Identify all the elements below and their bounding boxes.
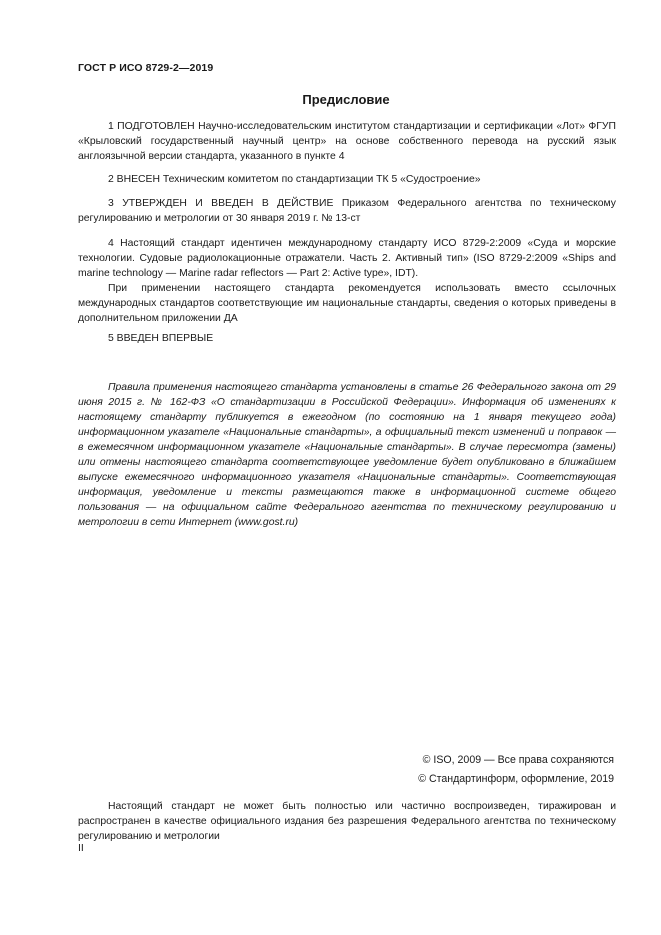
paragraph-identical-standard: 4 Настоящий стандарт идентичен международному стандарту ИСО 8729-2:2009 «Суда и морские технологии. Судовые радиолокационные отражатели. Часть 2. Активный тип» (ISO 8729-2:2009 «Ships and marine technology — Marine radar reflectors — Part 2: Active type», IDT). xyxy=(78,238,616,279)
paragraph-first-introduced: 5 ВВЕДЕН ВПЕРВЫЕ xyxy=(108,333,214,344)
paragraph-prepared-by: 1 ПОДГОТОВЛЕН Научно-исследовательским институтом стандартизации и сертификации «Лот» ФГУП «Крыловский государственный научный центр» на основе собственного перевода на русский язык англоязычной версии стандарта, указанного в пункте 4 xyxy=(78,121,616,162)
page-title: Предисловие xyxy=(302,92,390,107)
copyright-standartinform: © Стандартинформ, оформление, 2019 xyxy=(418,773,614,785)
paragraph-approved: 3 УТВЕРЖДЕН И ВВЕДЕН В ДЕЙСТВИЕ Приказом Федерального агентства по техническому регулированию и метрологии от 30 января 2019 г. № 13-ст xyxy=(78,198,616,224)
paragraph-introduced-by: 2 ВНЕСЕН Техническим комитетом по стандартизации ТК 5 «Судостроение» xyxy=(108,174,481,185)
application-rules-notice: Правила применения настоящего стандарта установлены в статье 26 Федерального закона от 29 июня 2015 г. № 162-ФЗ «О стандартизации в Российской Федерации». Информация об изменениях к настоящему стандарту публикуется в ежегодном (по состоянию на 1 января текущего года) информационном указателе «Национальные стандарты», а официальный текст изменений и поправок — в ежемесячном информационном указателе «Национальные стандарты». В случае пересмотра (замены) или отмены настоящего стандарта соответствующее уведомление будет опубликовано в ближайшем выпуске ежемесячного информационного указателя «Национальные стандарты». Соответствующая информация, уведомление и тексты размещаются также в информационной системе общего пользования — на официальном сайте Федерального агентства по техническому регулированию и метрологии в сети Интернет (www.gost.ru) xyxy=(78,382,616,528)
reproduction-notice: Настоящий стандарт не может быть полностью или частично воспроизведен, тиражирован и распространен в качестве официального издания без разрешения Федерального агентства по техническому регулированию и метрологии xyxy=(78,801,616,842)
copyright-iso: © ISO, 2009 — Все права сохраняются xyxy=(422,754,614,766)
page-number: II xyxy=(78,842,84,854)
paragraph-reference-note: При применении настоящего стандарта рекомендуется использовать вместо ссылочных международных стандартов соответствующие им национальные стандарты, сведения о которых приведены в дополнительном приложении ДА xyxy=(78,283,616,324)
document-code-header: ГОСТ Р ИСО 8729-2—2019 xyxy=(78,62,214,74)
